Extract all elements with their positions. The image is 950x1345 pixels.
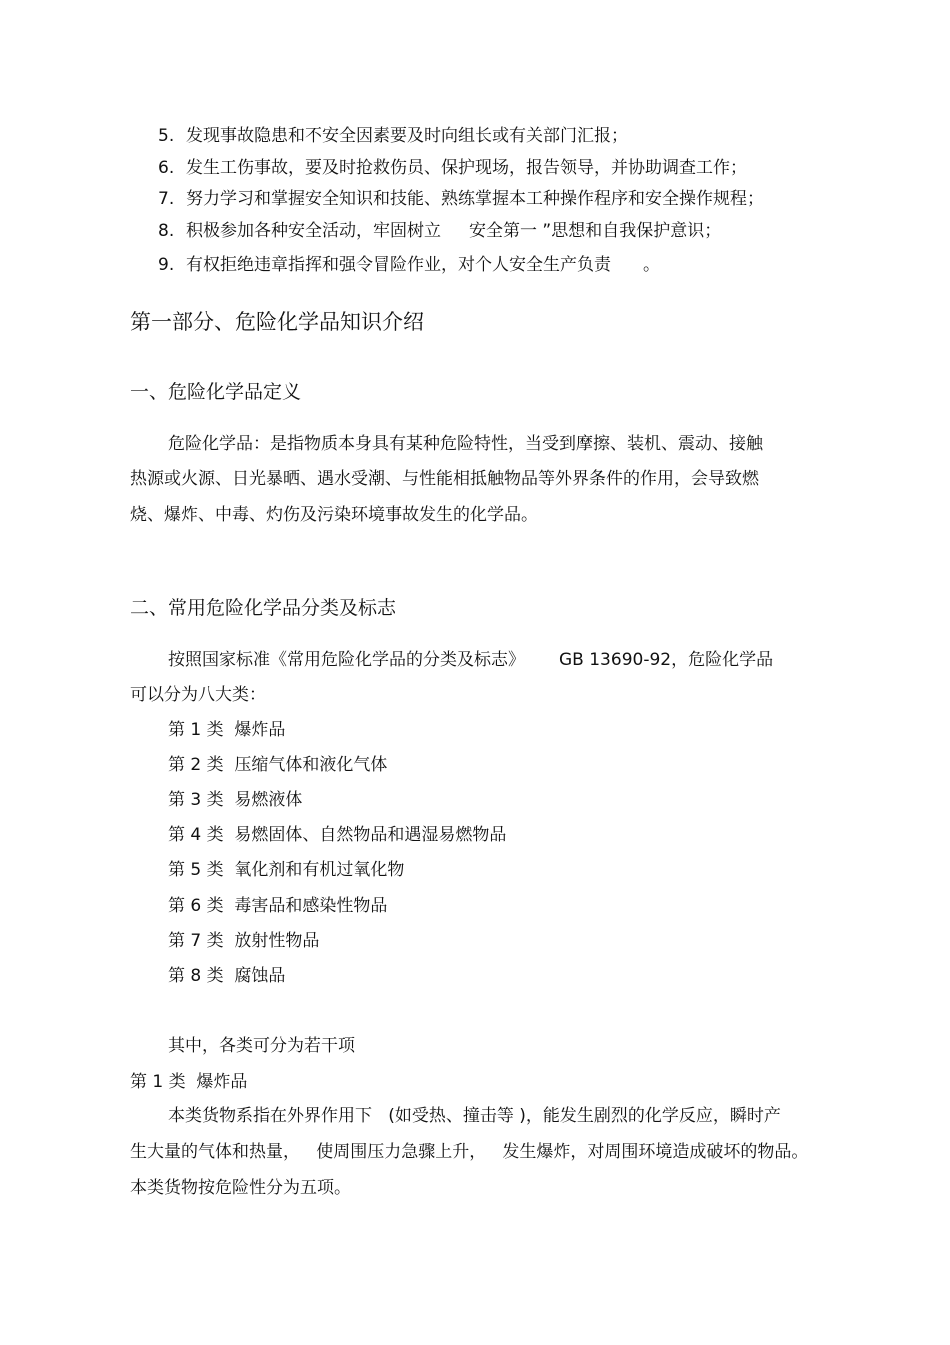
section1-paragraph-line: 热源或火源、日光暴晒、遇水受潮、与性能相抵触物品等外界条件的作用，会导致燃 [130, 469, 759, 489]
section2-intro-line2: 可以分为八大类： [130, 685, 266, 705]
subcategory-note: 其中，各类可分为若干项 [168, 1036, 355, 1056]
duty-text: 积极参加各种安全活动，牢固树立 [186, 221, 441, 241]
duty-number: 9. [158, 255, 175, 275]
duty-number: 7. [158, 189, 175, 209]
class-item: 第 4 类 易燃固体、自然物品和遇湿易燃物品 [168, 825, 507, 845]
duty-text: 努力学习和掌握安全知识和技能、熟练掌握本工种操作程序和安全操作规程； [186, 189, 764, 209]
class-item: 第 5 类 氧化剂和有机过氧化物 [168, 860, 405, 880]
section1-title: 一、危险化学品定义 [130, 381, 302, 403]
duty-text: 发现事故隐患和不安全因素要及时向组长或有关部门汇报； [186, 126, 628, 146]
class-item: 第 1 类 爆炸品 [168, 720, 286, 740]
class1-heading: 第 1 类 爆炸品 [130, 1072, 248, 1092]
class-item: 第 6 类 毒害品和感染性物品 [168, 896, 388, 916]
duty-item-6 [158, 156, 747, 180]
section1-paragraph-line: 烧、爆炸、中毒、灼伤及污染环境事故发生的化学品。 [130, 505, 538, 525]
duty-item-7 [158, 187, 764, 211]
class-item: 第 8 类 腐蚀品 [168, 966, 286, 986]
class-item: 第 2 类 压缩气体和液化气体 [168, 755, 388, 775]
part-title: 第一部分、危险化学品知识介绍 [130, 310, 424, 334]
class1-paragraph-line: 本类货物按危险性分为五项。 [130, 1178, 351, 1198]
duty-number: 8. [158, 221, 175, 241]
duty-text: 发生工伤事故，要及时抢救伤员、保护现场，报告领导，并协助调查工作； [186, 158, 747, 178]
class1-paragraph-line: 本类货物系指在外界作用下 (如受热、撞击等 )，能发生剧烈的化学反应，瞬时产 [168, 1106, 781, 1126]
section2-intro-standard: GB 13690-92，危险化学品 [559, 650, 774, 670]
duty-text-quoted: 安全第一 ”思想和自我保护意识； [469, 221, 722, 241]
duty-text-end: 。 [643, 255, 660, 275]
duty-number: 5. [158, 126, 175, 146]
section2-intro [168, 648, 773, 672]
class-item: 第 3 类 易燃液体 [168, 790, 303, 810]
duty-number: 6. [158, 158, 175, 178]
section2-title: 二、常用危险化学品分类及标志 [130, 597, 397, 619]
section1-paragraph-line: 危险化学品：是指物质本身具有某种危险特性，当受到摩擦、装机、震动、接触 [168, 434, 763, 454]
duty-text: 有权拒绝违章指挥和强令冒险作业，对个人安全生产负责 [186, 255, 611, 275]
class1-paragraph-line: 生大量的气体和热量， 使周围压力急骤上升， 发生爆炸，对周围环境造成破坏的物品。 [130, 1142, 809, 1162]
duty-item-8 [158, 219, 721, 243]
duty-item-9 [158, 253, 660, 277]
duty-item-5 [158, 124, 628, 148]
class-item: 第 7 类 放射性物品 [168, 931, 320, 951]
section2-intro-text: 按照国家标准《常用危险化学品的分类及标志》 [168, 650, 525, 670]
